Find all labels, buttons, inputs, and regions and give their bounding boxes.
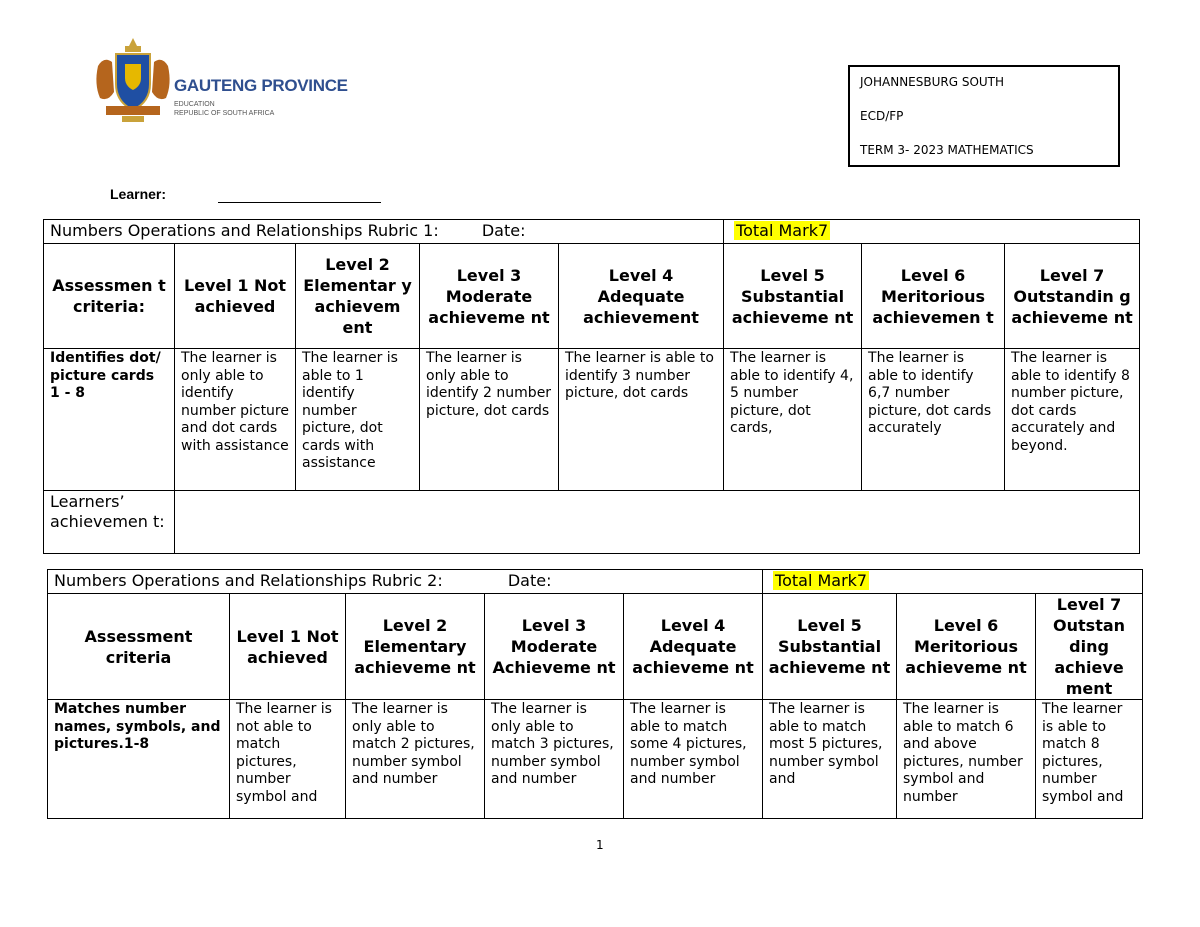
phase-text: ECD/FP: [860, 109, 904, 123]
rubric-2-total-mark: Total Mark7: [775, 571, 868, 590]
rubric-1-desc-6: The learner is able to identify 6,7 number picture, dot cards accurately: [862, 349, 1005, 491]
rubric-2-desc-3: The learner is only able to match 3 pictures, number symbol and number: [485, 700, 624, 819]
logo-subtitle: EDUCATION REPUBLIC OF SOUTH AFRICA: [174, 101, 275, 117]
rubric-1-level-row: [44, 244, 1140, 349]
rubric-1-desc-7: The learner is able to identify 8 number picture, dot cards accurately and beyond.: [1005, 349, 1140, 491]
rubric-2-total-cell: [763, 570, 1143, 594]
rubric-1-achievement-field[interactable]: [175, 491, 1140, 554]
rubric-2-level-3: Level 3 Moderate Achieveme nt: [485, 594, 624, 700]
rubric-2-desc-4: The learner is able to match some 4 pictures, number symbol and number: [624, 700, 763, 819]
rubric-1-date-label: Date:: [481, 221, 526, 240]
rubric-1-table: [43, 219, 1140, 554]
rubric-2-desc-6: The learner is able to match 6 and above pictures, number symbol and number: [897, 700, 1036, 819]
rubric-2-criterion-row: [48, 700, 1143, 819]
rubric-2-desc-2: The learner is only able to match 2 pictures, number symbol and number: [346, 700, 485, 819]
coat-of-arms-icon: [92, 36, 174, 128]
rubric-2-level-5: Level 5 Substantial achieveme nt: [763, 594, 897, 700]
rubric-1-title-cell: [44, 220, 724, 244]
rubric-1-level-5: Level 5 Substantial achieveme nt: [724, 244, 862, 349]
rubric-1-criterion-row: [44, 349, 1140, 491]
logo-title: GAUTENG PROVINCE: [174, 76, 348, 95]
rubric-1-desc-2: The learner is able to 1 identify number picture, dot cards with assistance: [296, 349, 420, 491]
rubric-2-desc-7: The learner is able to match 8 pictures, number symbol and: [1036, 700, 1143, 819]
rubric-1-achievement-row: [44, 491, 1140, 554]
learner-label: Learner:: [110, 186, 167, 202]
school-info-box: [848, 65, 1120, 167]
rubric-1-level-4: Level 4 Adequate achievement: [559, 244, 724, 349]
rubric-2-level-6: Level 6 Meritorious achieveme nt: [897, 594, 1036, 700]
rubric-2-table: [47, 569, 1143, 819]
rubric-1-total-mark: Total Mark7: [736, 221, 829, 240]
rubric-1-level-2: Level 2 Elementar y achievem ent: [296, 244, 420, 349]
rubric-2-level-1: Level 1 Not achieved: [230, 594, 346, 700]
rubric-2-desc-5: The learner is able to match most 5 pictures, number symbol and: [763, 700, 897, 819]
rubric-2-level-4: Level 4 Adequate achieveme nt: [624, 594, 763, 700]
rubric-1-achievement-label: Learners’ achievemen t:: [44, 491, 175, 554]
term-text: TERM 3- 2023 MATHEMATICS: [860, 143, 1034, 157]
rubric-1-level-7: Level 7 Outstandin g achieveme nt: [1005, 244, 1140, 349]
rubric-1-desc-1: The learner is only able to identify number picture and dot cards with assistance: [175, 349, 296, 491]
rubric-1-title-row: [44, 220, 1140, 244]
rubric-1-total-cell: [724, 220, 1140, 244]
rubric-2-title: Numbers Operations and Relationships Rubric 2:: [54, 571, 443, 590]
rubric-2-title-row: [48, 570, 1143, 594]
rubric-2-criteria-header: Assessment criteria: [48, 594, 230, 700]
rubric-1-desc-5: The learner is able to identify 4, 5 number picture, dot cards,: [724, 349, 862, 491]
rubric-2-title-cell: [48, 570, 763, 594]
rubric-2-level-7: Level 7 Outstan ding achieve ment: [1036, 594, 1143, 700]
rubric-1-level-6: Level 6 Meritorious achievemen t: [862, 244, 1005, 349]
rubric-2-level-2: Level 2 Elementary achieveme nt: [346, 594, 485, 700]
rubric-2-criterion: Matches number names, symbols, and pictures.1-8: [48, 700, 230, 819]
rubric-1-criterion: Identifies dot/ picture cards 1 - 8: [44, 349, 175, 491]
rubric-2-date-label: Date:: [507, 571, 552, 590]
rubric-1-level-1: Level 1 Not achieved: [175, 244, 296, 349]
page-number: 1: [596, 838, 604, 852]
rubric-1-desc-4: The learner is able to identify 3 number picture, dot cards: [559, 349, 724, 491]
rubric-2-desc-1: The learner is not able to match pictures, number symbol and: [230, 700, 346, 819]
learner-name-line[interactable]: [218, 202, 381, 203]
rubric-1-title: Numbers Operations and Relationships Rubric 1:: [50, 221, 439, 240]
rubric-2-level-row: [48, 594, 1143, 700]
district-text: JOHANNESBURG SOUTH: [860, 75, 1005, 89]
rubric-1-criteria-header: Assessmen t criteria:: [44, 244, 175, 349]
rubric-1-level-3: Level 3 Moderate achieveme nt: [420, 244, 559, 349]
rubric-1-desc-3: The learner is only able to identify 2 number picture, dot cards: [420, 349, 559, 491]
